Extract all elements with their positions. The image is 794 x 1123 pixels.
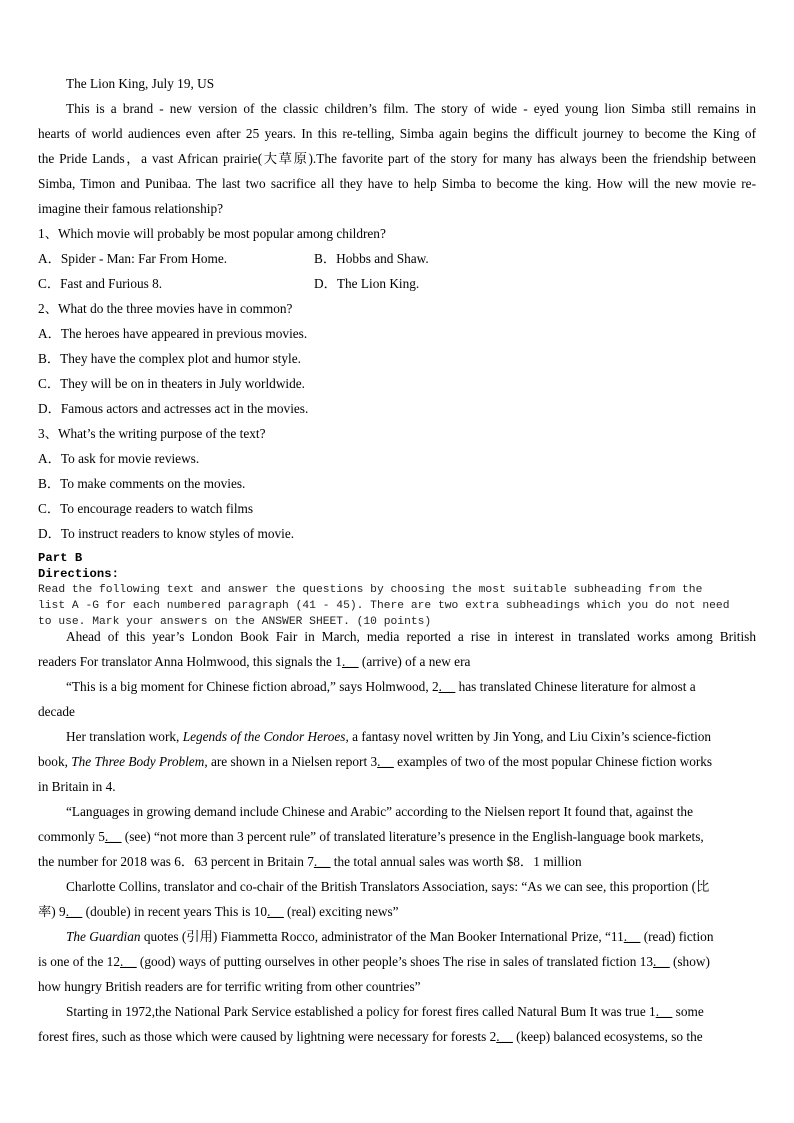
option-d: D．The Lion King. — [314, 276, 420, 291]
book-title: Legends of the Condor Heroes — [182, 729, 346, 744]
option-a: A．The heroes have appeared in previous movies. — [38, 326, 308, 341]
text: (double) in recent years This is 10 — [82, 904, 268, 919]
passage-line — [66, 1004, 704, 1020]
text: book, — [38, 754, 72, 769]
text: , a fantasy novel written by Jin Yong, and Liu Cixin’s science-fiction — [345, 729, 712, 744]
blank-7[interactable]: .__ — [313, 854, 331, 869]
text: has translated Chinese literature for almost a — [455, 679, 696, 694]
book-title: The Three Body Problem — [71, 754, 205, 769]
blank-10[interactable]: .__ — [267, 904, 284, 919]
text: 率) 9 — [38, 904, 66, 919]
directions-line: Read the following text and answer the questions by choosing the most suitable subheading from the — [38, 584, 703, 596]
option-b: B．They have the complex plot and humor style. — [38, 351, 301, 366]
passage-line — [38, 754, 712, 770]
passage-line — [66, 679, 696, 695]
text: (arrive) of a new era — [358, 654, 471, 669]
blank-9[interactable]: .__ — [65, 904, 83, 919]
blank-5[interactable]: .__ — [104, 829, 122, 844]
option-d: D．To instruct readers to know styles of movie. — [38, 526, 295, 541]
directions-line: to use. Mark your answers on the ANSWER SHEET. (10 points) — [38, 616, 432, 628]
passage-line — [38, 854, 582, 870]
passage-line — [38, 904, 399, 920]
text: Starting in 1972,the National Park Service established a policy for forest fires called Natural Bum It was true 1 — [66, 1004, 656, 1019]
passage-line: the Pride Lands，a vast African prairie(大草原).The favorite part of the story for many has always been the friendship between — [38, 151, 756, 166]
passage-line: Charlotte Collins, translator and co-chair of the British Translators Association, says: “As we can see, this proportion (比 — [66, 879, 710, 894]
passage-line — [38, 954, 710, 970]
option-c: C．Fast and Furious 8. — [38, 276, 163, 291]
passage-line: Ahead of this year’s London Book Fair in March, media reported a rise in interest in translated works among British — [66, 629, 756, 644]
directions-line: list A -G for each numbered paragraph (41 - 45). There are two extra subheadings which you do not need — [38, 600, 730, 612]
text: quotes (引用) Fiammetta Rocco, administrator of the Man Booker International Prize, “11 — [140, 929, 624, 944]
blank-3[interactable]: .__ — [377, 754, 394, 769]
text: , are shown in a Nielsen report 3 — [204, 754, 378, 769]
passage-line: decade — [38, 704, 75, 719]
passage-line: hearts of world audiences even after 25 years. In this re-telling, Simba again begins the difficult journey to become the King of — [38, 126, 756, 141]
text: (read) fiction — [640, 929, 714, 944]
passage-line: Simba, Timon and Punibaa. The last two sacrifice all they have to help Simba to become the king. How will the new movie re- — [38, 176, 756, 191]
text: some — [672, 1004, 704, 1019]
text: (good) ways of putting ourselves in other people’s shoes The rise in sales of translated fiction 13 — [136, 954, 653, 969]
text: commonly 5 — [38, 829, 105, 844]
passage-line — [38, 829, 704, 845]
blank-1[interactable]: .__ — [655, 1004, 673, 1019]
part-title: Part B — [38, 551, 83, 565]
blank-2[interactable]: .__ — [496, 1029, 513, 1044]
option-b: B．To make comments on the movies. — [38, 476, 246, 491]
blank-13[interactable]: .__ — [653, 954, 670, 969]
text: the total annual sales was worth $8．1 million — [330, 854, 582, 869]
passage-line: how hungry British readers are for terrific writing from other countries” — [38, 979, 421, 994]
option-b: B．Hobbs and Shaw. — [314, 251, 429, 266]
question-stem: 3、What’s the writing purpose of the text? — [38, 426, 266, 441]
passage-line: This is a brand - new version of the classic children’s film. The story of wide - eyed young lion Simba still remains in — [66, 101, 756, 116]
text: “This is a big moment for Chinese fiction abroad,” says Holmwood, 2 — [66, 679, 439, 694]
text: examples of two of the most popular Chinese fiction works — [393, 754, 713, 769]
directions-label: Directions: — [38, 567, 120, 581]
option-c: C．They will be on in theaters in July worldwide. — [38, 376, 306, 391]
passage-heading: The Lion King, July 19, US — [66, 76, 215, 91]
text: the number for 2018 was 6．63 percent in Britain 7 — [38, 854, 314, 869]
blank-2[interactable]: .__ — [438, 679, 456, 694]
passage-line — [38, 654, 470, 670]
passage-line — [38, 1029, 703, 1045]
passage-line — [66, 729, 711, 745]
question-stem: 1、Which movie will probably be most popular among children? — [38, 226, 386, 241]
text: (keep) balanced ecosystems, so the — [512, 1029, 703, 1044]
passage-line: imagine their famous relationship? — [38, 201, 223, 216]
option-c: C．To encourage readers to watch films — [38, 501, 254, 516]
text: is one of the 12 — [38, 954, 120, 969]
text: Her translation work, — [66, 729, 183, 744]
question-stem: 2、What do the three movies have in common? — [38, 301, 293, 316]
text: (show) — [669, 954, 710, 969]
text: readers For translator Anna Holmwood, this signals the 1 — [38, 654, 342, 669]
passage-line — [66, 929, 713, 945]
passage-line: in Britain in 4. — [38, 779, 116, 794]
publication-title: The Guardian — [66, 929, 141, 944]
text: (real) exciting news” — [283, 904, 399, 919]
text: (see) “not more than 3 percent rule” of translated literature’s presence in the English-language book markets, — [121, 829, 704, 844]
option-a: A．Spider - Man: Far From Home. — [38, 251, 228, 266]
blank-11[interactable]: .__ — [623, 929, 641, 944]
option-a: A．To ask for movie reviews. — [38, 451, 200, 466]
option-d: D．Famous actors and actresses act in the movies. — [38, 401, 309, 416]
blank-12[interactable]: .__ — [119, 954, 137, 969]
text: forest fires, such as those which were caused by lightning were necessary for forests 2 — [38, 1029, 497, 1044]
passage-line: “Languages in growing demand include Chinese and Arabic” according to the Nielsen report It found that, against the — [66, 804, 693, 819]
blank-1[interactable]: .__ — [341, 654, 359, 669]
